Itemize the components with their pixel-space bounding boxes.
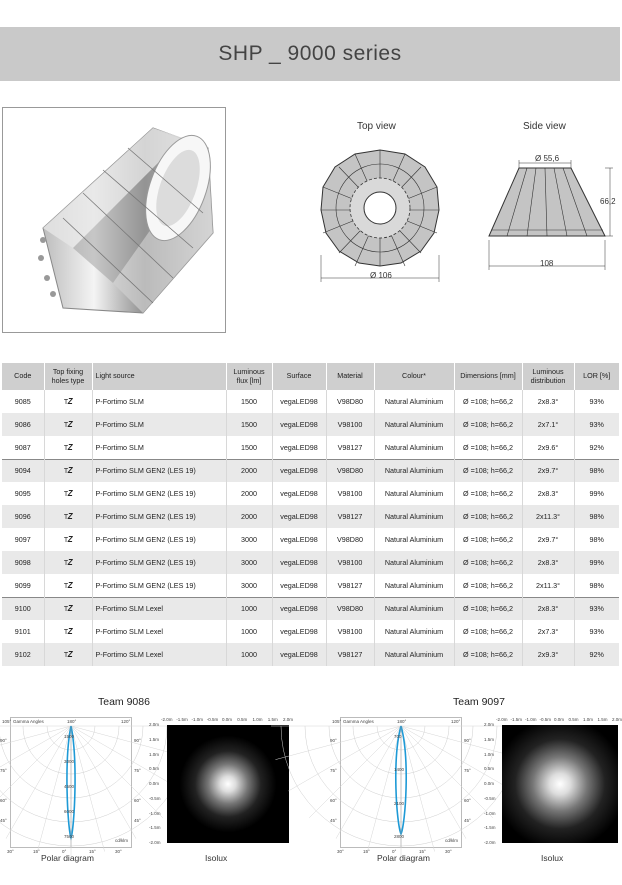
isolux-x-tick: -1.5m [510, 717, 523, 722]
cell-flux: 2000 [226, 482, 272, 505]
isolux-x-tick: -2.0m [161, 717, 173, 722]
cell-holes [44, 551, 92, 574]
isolux-y-tick: -0.5m [484, 795, 496, 801]
cell-colour: Natural Aluminium [374, 436, 454, 459]
isolux-x-tick: -0.5m [539, 717, 552, 722]
cell-material: V98127 [326, 643, 374, 666]
cell-code: 9102 [2, 643, 44, 666]
cell-dims: Ø =108; h=66,2 [454, 528, 522, 551]
isolux-plot [167, 725, 289, 843]
header-holes: Top fixing holes type [44, 363, 92, 390]
isolux-y-tick: 0.0m [484, 781, 495, 786]
cell-material: V98100 [326, 413, 374, 436]
cell-source: P-Fortimo SLM [92, 413, 226, 436]
cell-code: 9099 [2, 574, 44, 597]
cell-colour: Natural Aluminium [374, 620, 454, 643]
isolux-area-9086 [145, 717, 294, 848]
cell-holes [44, 505, 92, 528]
angle-top-label: 120° [121, 719, 131, 724]
cell-source: P-Fortimo SLM Lexel [92, 620, 226, 643]
top-view-diameter: Ø 106 [370, 271, 392, 280]
radial-label: 7500 [64, 834, 75, 839]
angle-bottom-label: 15° [89, 849, 96, 854]
cell-source: P-Fortimo SLM Lexel [92, 643, 226, 666]
cell-dist: 2x11.3° [522, 505, 574, 528]
cell-holes [44, 436, 92, 459]
cell-flux: 1000 [226, 620, 272, 643]
cell-flux: 3000 [226, 528, 272, 551]
tz-holes-icon: TZ [63, 397, 73, 406]
cell-colour: Natural Aluminium [374, 597, 454, 620]
side-view-top-diameter: Ø 55,6 [535, 154, 560, 163]
table-row [2, 620, 619, 643]
angle-bottom-label: 30° [7, 849, 14, 854]
angle-side-label-right: 75° [464, 768, 471, 773]
cell-dims: Ø =108; h=66,2 [454, 574, 522, 597]
angle-top-label: 180° [67, 719, 77, 724]
tz-holes-icon: TZ [63, 580, 73, 590]
side-view-label: Side view [523, 121, 566, 132]
angle-bottom-label: 30° [445, 849, 452, 854]
isolux-y-tick: -2.0m [484, 840, 496, 845]
cell-flux: 1500 [226, 390, 272, 413]
cell-surface: vegaLED98 [272, 505, 326, 528]
polar-caption-9086: Polar diagram [41, 853, 94, 863]
cell-material: V98127 [326, 436, 374, 459]
cell-dims: Ø =108; h=66,2 [454, 551, 522, 574]
radial-label: 1400 [394, 767, 405, 773]
angle-side-label-right: 45° [134, 818, 141, 823]
cell-material: V98127 [326, 574, 374, 597]
table-row [2, 390, 619, 413]
polar-diagram-9097 [330, 717, 471, 854]
isolux-caption-9097: Isolux [541, 853, 564, 863]
cell-lor: 98% [574, 459, 619, 482]
angle-top-label: 180° [397, 719, 407, 724]
table-row [2, 436, 619, 459]
angle-top-label: 105° [332, 719, 342, 724]
cell-material: V98D80 [326, 528, 374, 551]
cell-flux: 3000 [226, 574, 272, 597]
isolux-x-tick: 0.5m [237, 717, 248, 722]
tz-holes-icon: TZ [63, 442, 73, 452]
isolux-x-tick: 0.5m [568, 717, 579, 722]
cell-dist: 2x8.3° [522, 390, 574, 413]
cell-lor: 92% [574, 643, 619, 666]
isolux-x-tick: -1.0m [191, 717, 204, 722]
cell-dist: 2x7.1° [522, 413, 574, 436]
cell-surface: vegaLED98 [272, 459, 326, 482]
angle-side-label: 60° [0, 798, 7, 803]
cell-holes [44, 482, 92, 505]
cell-holes [44, 459, 92, 482]
isolux-y-tick: 1.5m [149, 736, 160, 742]
cell-lor: 93% [574, 390, 619, 413]
angle-bottom-label: 15° [363, 849, 370, 854]
table-row [2, 597, 619, 620]
angle-bottom-label: 30° [115, 849, 122, 854]
angle-side-label-right: 60° [464, 798, 471, 803]
cell-flux: 1500 [226, 413, 272, 436]
header-lor: LOR [%] [574, 363, 619, 390]
isolux-y-tick: 0.0m [149, 781, 160, 786]
angle-top-label: 120° [451, 719, 461, 724]
cell-source: P-Fortimo SLM [92, 436, 226, 459]
cell-flux: 1000 [226, 597, 272, 620]
cell-code: 9100 [2, 597, 44, 620]
cell-code: 9101 [2, 620, 44, 643]
table-row [2, 413, 619, 436]
header-colour: Colour* [374, 363, 454, 390]
cell-source: P-Fortimo SLM GEN2 (LES 19) [92, 482, 226, 505]
tz-holes-icon: TZ [63, 558, 73, 567]
table-row [2, 459, 619, 482]
isolux-y-tick: 1.5m [484, 736, 495, 742]
cell-code: 9098 [2, 551, 44, 574]
cell-dist: 2x9.6° [522, 436, 574, 459]
page-title: SHP _ 9000 series [218, 42, 402, 65]
cell-material: V98100 [326, 482, 374, 505]
cell-colour: Natural Aluminium [374, 413, 454, 436]
cell-dist: 2x8.3° [522, 597, 574, 620]
cell-source: P-Fortimo SLM GEN2 (LES 19) [92, 574, 226, 597]
angle-bottom-label: 0° [62, 849, 67, 854]
cell-material: V98D80 [326, 597, 374, 620]
header-material: Material [326, 363, 374, 390]
tz-holes-icon: TZ [63, 604, 73, 614]
cell-dims: Ø =108; h=66,2 [454, 505, 522, 528]
header-surface: Surface [272, 363, 326, 390]
side-view-height: 66,2 [600, 197, 616, 206]
tz-holes-icon: TZ [63, 420, 73, 429]
isolux-y-tick: 0.5m [149, 766, 160, 772]
cell-material: V98127 [326, 505, 374, 528]
tz-holes-icon: TZ [63, 650, 73, 659]
cell-lor: 93% [574, 413, 619, 436]
cell-code: 9094 [2, 459, 44, 482]
angle-side-label: 45° [330, 818, 337, 823]
isolux-y-tick: -1.0m [484, 810, 496, 816]
polar-caption-9097: Polar diagram [377, 853, 430, 863]
isolux-y-tick: -1.5m [149, 825, 161, 831]
polar-corner-right: cd/klm [115, 838, 129, 843]
header-dimensions: Dimensions [mm] [454, 363, 522, 390]
angle-side-label-right: 45° [464, 818, 471, 823]
isolux-y-tick: 1.0m [484, 751, 495, 757]
side-view-width: 108 [540, 259, 554, 268]
isolux-x-tick: 2.0m [612, 717, 622, 722]
tz-holes-icon: TZ [63, 466, 73, 476]
angle-side-label: 75° [0, 768, 7, 773]
cell-colour: Natural Aluminium [374, 505, 454, 528]
cell-colour: Natural Aluminium [374, 482, 454, 505]
cell-holes [44, 413, 92, 436]
table-row [2, 643, 619, 666]
cell-surface: vegaLED98 [272, 413, 326, 436]
cell-colour: Natural Aluminium [374, 551, 454, 574]
isolux-x-tick: 1.0m [583, 717, 594, 722]
cell-lor: 98% [574, 574, 619, 597]
angle-side-label: 90° [0, 738, 7, 743]
angle-side-label: 75° [330, 768, 337, 773]
isolux-x-tick: 1.0m [252, 717, 263, 722]
table-row [2, 482, 619, 505]
team-title-9086: Team 9086 [98, 696, 150, 708]
cell-colour: Natural Aluminium [374, 643, 454, 666]
header-code: Code [2, 363, 44, 390]
radial-label: 2100 [394, 800, 405, 806]
cell-material: V98D80 [326, 390, 374, 413]
title-banner [0, 27, 620, 81]
cell-lor: 93% [574, 620, 619, 643]
angle-side-label-right: 90° [464, 738, 471, 743]
cell-surface: vegaLED98 [272, 436, 326, 459]
isolux-x-tick: 1.5m [597, 717, 608, 722]
radial-label: 3000 [64, 759, 75, 764]
cell-code: 9087 [2, 436, 44, 459]
cell-dist: 2x8.3° [522, 482, 574, 505]
cell-holes [44, 643, 92, 666]
cell-dims: Ø =108; h=66,2 [454, 620, 522, 643]
cell-code: 9096 [2, 505, 44, 528]
isolux-x-tick: -1.0m [525, 717, 537, 722]
cell-lor: 98% [574, 528, 619, 551]
cell-dims: Ø =108; h=66,2 [454, 597, 522, 620]
cell-lor: 98% [574, 505, 619, 528]
cell-surface: vegaLED98 [272, 574, 326, 597]
top-view-label: Top view [357, 121, 396, 132]
cell-surface: vegaLED98 [272, 620, 326, 643]
cell-dims: Ø =108; h=66,2 [454, 643, 522, 666]
cell-dist: 2x9.3° [522, 643, 574, 666]
isolux-y-tick: 2.0m [484, 722, 495, 727]
angle-side-label: 90° [330, 738, 337, 743]
reflector-illustration [3, 108, 227, 334]
cell-dist: 2x8.3° [522, 551, 574, 574]
cell-colour: Natural Aluminium [374, 390, 454, 413]
side-view-drawing [485, 148, 620, 273]
polar-corner-right: cd/klm [445, 838, 459, 843]
isolux-y-tick: 0.5m [484, 766, 495, 772]
cell-dims: Ø =108; h=66,2 [454, 436, 522, 459]
cell-holes [44, 528, 92, 551]
cell-colour: Natural Aluminium [374, 574, 454, 597]
isolux-x-tick: 2.0m [283, 717, 294, 722]
cell-lor: 99% [574, 551, 619, 574]
cell-code: 9097 [2, 528, 44, 551]
cell-holes [44, 620, 92, 643]
cell-surface: vegaLED98 [272, 528, 326, 551]
cell-code: 9085 [2, 390, 44, 413]
tz-holes-icon: TZ [63, 535, 73, 544]
cell-source: P-Fortimo SLM GEN2 (LES 19) [92, 459, 226, 482]
isolux-y-tick: 2.0m [149, 722, 160, 727]
cell-surface: vegaLED98 [272, 390, 326, 413]
table-row [2, 574, 619, 597]
cell-material: V98D80 [326, 459, 374, 482]
tz-holes-icon: TZ [63, 627, 73, 636]
cell-source: P-Fortimo SLM GEN2 (LES 19) [92, 505, 226, 528]
angle-side-label-right: 75° [134, 768, 141, 773]
cell-source: P-Fortimo SLM GEN2 (LES 19) [92, 528, 226, 551]
team-title-9097: Team 9097 [453, 696, 505, 708]
cell-colour: Natural Aluminium [374, 459, 454, 482]
angle-top-label: 105° [2, 719, 12, 724]
tz-holes-icon: TZ [63, 512, 73, 521]
cell-material: V98100 [326, 551, 374, 574]
isolux-x-tick: 0.0m [554, 717, 565, 722]
angle-side-label-right: 60° [134, 798, 141, 803]
radial-label: 6000 [64, 809, 75, 814]
angle-bottom-label: 0° [392, 849, 397, 854]
cell-flux: 1000 [226, 643, 272, 666]
cell-dims: Ø =108; h=66,2 [454, 413, 522, 436]
radial-label: 2800 [394, 834, 405, 839]
header-light-source: Light source [92, 363, 226, 390]
tz-holes-icon: TZ [63, 489, 73, 498]
isolux-x-tick: 0.0m [222, 717, 233, 722]
header-flux: Luminous flux [lm] [226, 363, 272, 390]
angle-side-label: 60° [330, 798, 337, 803]
cell-lor: 92% [574, 436, 619, 459]
angle-side-label: 45° [0, 818, 7, 823]
polar-corner-left: Gamma Angles [13, 719, 44, 724]
cell-flux: 2000 [226, 459, 272, 482]
isolux-x-tick: -0.5m [206, 717, 219, 722]
cell-dist: 2x9.7° [522, 528, 574, 551]
cell-holes [44, 597, 92, 620]
cell-colour: Natural Aluminium [374, 528, 454, 551]
table-row [2, 551, 619, 574]
cell-dims: Ø =108; h=66,2 [454, 482, 522, 505]
isolux-y-tick: -2.0m [149, 840, 161, 845]
cell-lor: 99% [574, 482, 619, 505]
polar-corner-left: Gamma Angles [343, 719, 374, 724]
isolux-x-tick: -1.5m [176, 717, 188, 722]
angle-side-label-right: 90° [134, 738, 141, 743]
cell-holes [44, 390, 92, 413]
cell-lor: 93% [574, 597, 619, 620]
cell-source: P-Fortimo SLM GEN2 (LES 19) [92, 551, 226, 574]
cell-flux: 2000 [226, 505, 272, 528]
cell-surface: vegaLED98 [272, 597, 326, 620]
cell-holes [44, 574, 92, 597]
isolux-caption-9086: Isolux [205, 853, 228, 863]
isolux-area-9097 [480, 717, 620, 848]
isolux-plot [502, 725, 618, 843]
cell-code: 9095 [2, 482, 44, 505]
table-row [2, 505, 619, 528]
cell-surface: vegaLED98 [272, 482, 326, 505]
isolux-y-tick: -0.5m [149, 795, 161, 801]
radial-label: 700 [394, 734, 402, 739]
top-view-drawing [315, 145, 445, 285]
table-row [2, 528, 619, 551]
isolux-x-tick: 1.5m [267, 717, 278, 722]
cell-surface: vegaLED98 [272, 551, 326, 574]
cell-code: 9086 [2, 413, 44, 436]
cell-dims: Ø =108; h=66,2 [454, 459, 522, 482]
cell-source: P-Fortimo SLM Lexel [92, 597, 226, 620]
header-distribution: Luminous distribution [522, 363, 574, 390]
radial-label: 1500 [64, 734, 75, 739]
isolux-x-tick: -2.0m [496, 717, 508, 722]
cell-source: P-Fortimo SLM [92, 390, 226, 413]
radial-label: 4500 [64, 784, 75, 789]
table-header-row [2, 363, 619, 390]
cell-flux: 3000 [226, 551, 272, 574]
isolux-y-tick: -1.0m [149, 810, 161, 816]
isolux-y-tick: 1.0m [149, 751, 160, 757]
angle-bottom-label: 30° [337, 849, 344, 854]
cell-dist: 2x11.3° [522, 574, 574, 597]
product-photo [2, 107, 226, 333]
cell-dims: Ø =108; h=66,2 [454, 390, 522, 413]
cell-dist: 2x7.3° [522, 620, 574, 643]
angle-bottom-label: 15° [33, 849, 40, 854]
spec-table [2, 363, 619, 666]
cell-dist: 2x9.7° [522, 459, 574, 482]
angle-bottom-label: 15° [419, 849, 426, 854]
cell-flux: 1500 [226, 436, 272, 459]
cell-surface: vegaLED98 [272, 643, 326, 666]
cell-material: V98100 [326, 620, 374, 643]
polar-diagram-9086 [0, 717, 141, 854]
isolux-y-tick: -1.5m [484, 825, 496, 831]
